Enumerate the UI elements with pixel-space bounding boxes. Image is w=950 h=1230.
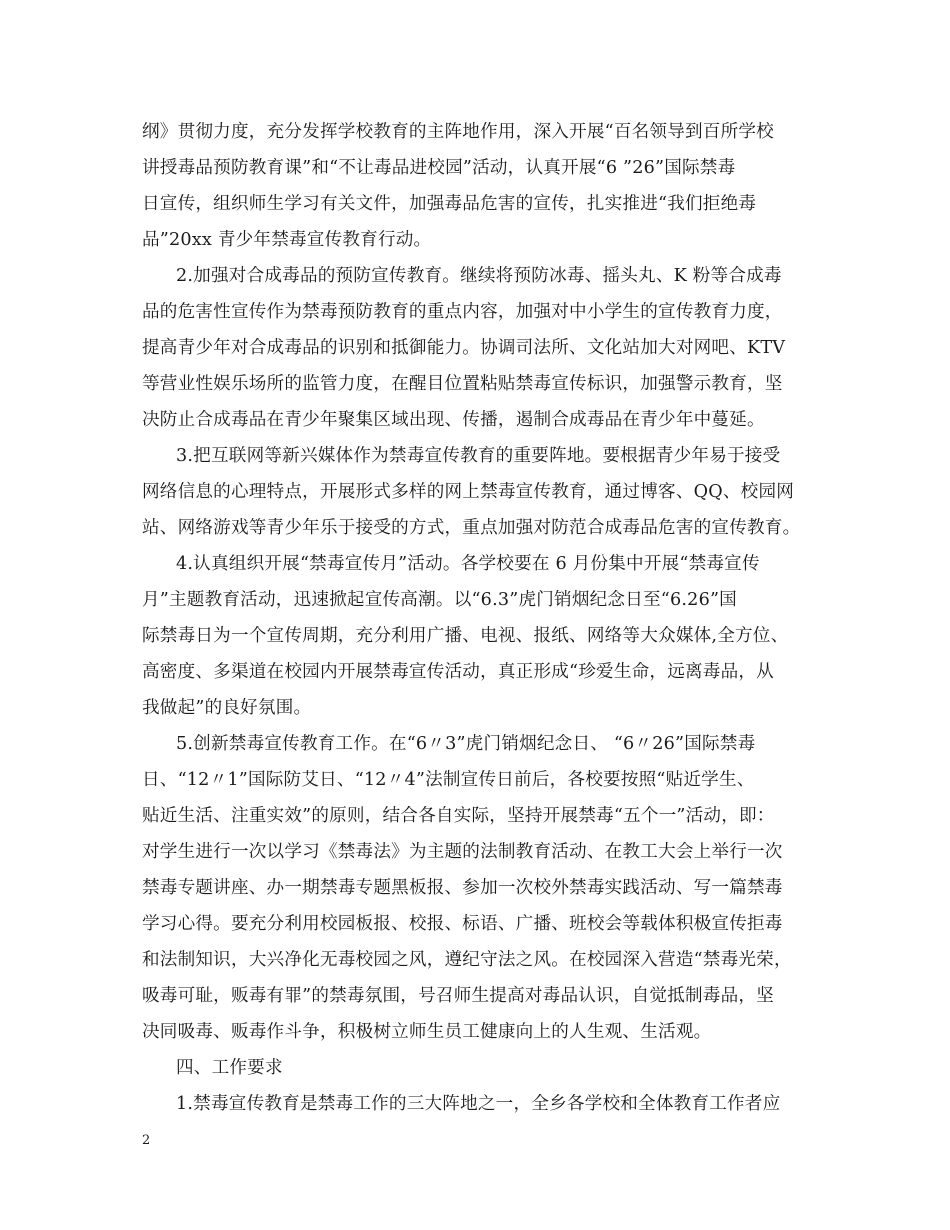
text-line: 月”主题教育活动，迅速掀起宣传高潮。以“6.3”虎门销烟纪念日至“6.26”国	[142, 590, 737, 610]
text-line: 贴近生活、注重实效”的原则，结合各自实际，坚持开展禁毒“五个一”活动，即：	[142, 806, 775, 826]
paragraph-start-line: 4.认真组织开展“禁毒宣传月”活动。各学校要在 6 月份集中开展“禁毒宣传	[176, 554, 760, 574]
text-line: 品的危害性宣传作为禁毒预防教育的重点内容，加强对中小学生的宣传教育力度，	[142, 302, 783, 322]
text-line: 网络信息的心理特点，开展形式多样的网上禁毒宣传教育，通过博客、QQ、校园网	[142, 482, 795, 502]
text-line: 日、“12〃1”国际防艾日、“12〃4”法制宣传日前后，各校要按照“贴近学生、	[142, 770, 755, 790]
text-line: 我做起”的良好氛围。	[142, 698, 312, 718]
text-line: 品”20xx 青少年禁毒宣传教育行动。	[142, 230, 432, 250]
text-line: 日宣传，组织师生学习有关文件，加强毒品危害的宣传，扎实推进“我们拒绝毒	[142, 194, 757, 214]
document-body	[142, 114, 812, 1122]
text-line: 纲》贯彻力度，充分发挥学校教育的主阵地作用，深入开展“百名领导到百所学校	[142, 122, 774, 142]
text-line: 提高青少年对合成毒品的识别和抵御能力。协调司法所、文化站加大对网吧、KTV	[142, 338, 786, 358]
text-line: 决防止合成毒品在青少年聚集区域出现、传播，遏制合成毒品在青少年中蔓延。	[142, 410, 765, 430]
paragraph-start-line: 四、工作要求	[176, 1058, 283, 1078]
text-line: 站、网络游戏等青少年乐于接受的方式，重点加强对防范合成毒品危害的宣传教育。	[142, 518, 801, 538]
text-line: 讲授毒品预防教育课”和“不让毒品进校园”活动，认真开展“6 ”26”国际禁毒	[142, 158, 736, 178]
text-line: 决同吸毒、贩毒作斗争，积极树立师生员工健康向上的人生观、生活观。	[142, 1022, 712, 1042]
text-line: 学习心得。要充分利用校园板报、校报、标语、广播、班校会等载体积极宣传拒毒	[142, 914, 783, 934]
text-line: 际禁毒日为一个宣传周期，充分利用广播、电视、报纸、网络等大众媒体,全方位、	[142, 626, 789, 646]
paragraph-start-line: 2.加强对合成毒品的预防宣传教育。继续将预防冰毒、摇头丸、K 粉等合成毒	[176, 266, 782, 286]
paragraph-start-line: 5.创新禁毒宣传教育工作。在“6〃3”虎门销烟纪念日、 “6〃26”国际禁毒	[176, 734, 756, 754]
text-line: 吸毒可耻，贩毒有罪”的禁毒氛围，号召师生提高对毒品认识，自觉抵制毒品，坚	[142, 986, 774, 1006]
text-line: 高密度、多渠道在校园内开展禁毒宣传活动，真正形成“珍爱生命，远离毒品，从	[142, 662, 774, 682]
text-line: 等营业性娱乐场所的监管力度，在醒目位置粘贴禁毒宣传标识，加强警示教育，坚	[142, 374, 783, 394]
page-number: 2	[142, 1133, 151, 1148]
text-line: 对学生进行一次以学习《禁毒法》为主题的法制教育活动、在教工大会上举行一次	[142, 842, 783, 862]
text-line: 禁毒专题讲座、办一期禁毒专题黑板报、参加一次校外禁毒实践活动、写一篇禁毒	[142, 878, 783, 898]
text-line: 和法制知识，大兴净化无毒校园之风，遵纪守法之风。在校园深入营造“禁毒光荣，	[142, 950, 792, 970]
paragraph-start-line: 1.禁毒宣传教育是禁毒工作的三大阵地之一，全乡各学校和全体教育工作者应	[176, 1094, 781, 1114]
paragraph-start-line: 3.把互联网等新兴媒体作为禁毒宣传教育的重要阵地。要根据青少年易于接受	[176, 446, 781, 466]
